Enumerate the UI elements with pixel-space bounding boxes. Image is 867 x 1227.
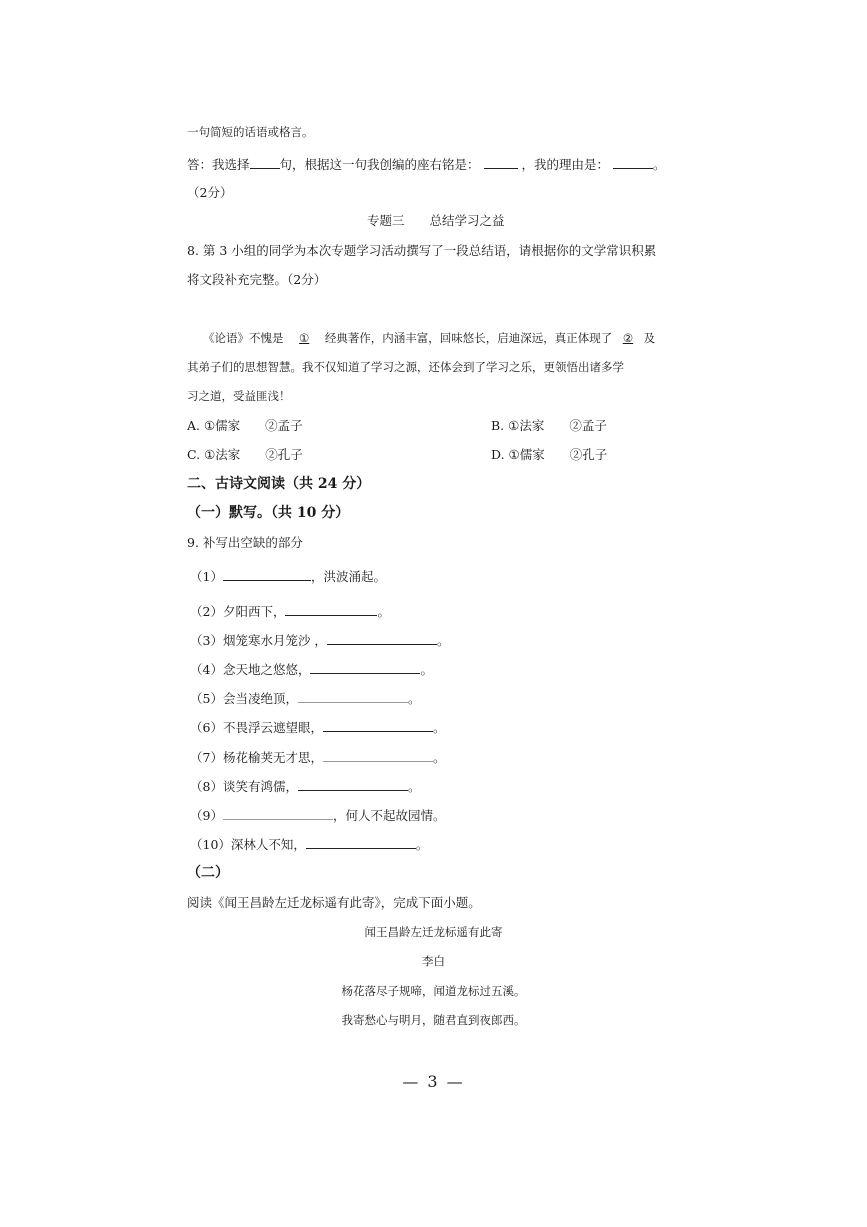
q9-blank-8[interactable] xyxy=(298,778,408,791)
q8-passage-line3: 习之道，受益匪浅！ xyxy=(187,389,291,403)
section2-sub1: （一）默写。（共 10 分） xyxy=(187,505,350,521)
q9-item-6: （6）不畏浮云遮望眼， 。 xyxy=(190,720,446,735)
q9-item-2: （2）夕阳西下， 。 xyxy=(190,604,390,619)
blank-mark-2[interactable]: ② xyxy=(622,331,634,345)
option-d[interactable]: D. ①儒家 ②孔子 xyxy=(491,447,608,462)
q8-prompt-line2: 将文段补充完整。（2分） xyxy=(187,272,327,287)
q7-intro-tail: 一句简短的话语或格言。 xyxy=(187,125,314,139)
q7-blank-sentence[interactable] xyxy=(250,156,280,169)
q9-blank-6[interactable] xyxy=(323,719,433,732)
q9-item-3: （3）烟笼寒水月笼沙 ， 。 xyxy=(190,633,450,648)
q9-blank-2[interactable] xyxy=(285,603,377,616)
q9-item-10: （10）深林人不知， 。 xyxy=(190,837,429,852)
passage-text-b: 经典著作，内涵丰富，回味悠长，启迪深远，真正体现了 xyxy=(324,331,613,345)
q9-item-5: （5）会当凌绝顶， 。 xyxy=(190,691,421,706)
passage-text-a: 《论语》不愧是 xyxy=(203,331,284,345)
q9-blank-1[interactable] xyxy=(223,568,311,581)
option-c[interactable]: C. ①法家 ②孔子 xyxy=(187,447,303,462)
q9-blank-5[interactable] xyxy=(298,690,408,703)
q9-blank-9[interactable] xyxy=(223,807,333,820)
read-prompt: 阅读《闻王昌龄左迁龙标遥有此寄》，完成下面小题。 xyxy=(187,895,481,910)
page-number: — 3 — xyxy=(402,1072,465,1091)
q8-prompt-line1: 8. 第 3 小组的同学为本次专题学习活动撰写了一段总结语，请根据你的文学常识积累 xyxy=(187,243,657,258)
q9-item-9: （9） ，何人不起故园情。 xyxy=(190,808,446,823)
q9-blank-10[interactable] xyxy=(306,836,416,849)
q7-answer-part2: 句，根据这一句我创编的座右铭是： xyxy=(279,157,480,172)
poem-line-2: 我寄愁心与明月，随君直到夜郎西。 xyxy=(341,1013,526,1027)
q7-answer-part3: ，我的理由是： xyxy=(521,157,610,172)
q9-blank-4[interactable] xyxy=(310,661,420,674)
passage-text-c: 及 xyxy=(643,331,656,345)
q8-passage-line2: 其弟子们的思想智慧。我不仅知道了学习之源，还体会到了学习之乐，更领悟出诸多学 xyxy=(187,360,624,374)
q9-item-7: （7）杨花榆荚无才思， 。 xyxy=(190,750,446,765)
q9-item-8: （8）谈笑有鸿儒， 。 xyxy=(190,779,421,794)
q9-blank-3[interactable] xyxy=(327,632,437,645)
poem-line-1: 杨花落尽子规啼，闻道龙标过五溪。 xyxy=(341,984,526,998)
q7-answer-end: 。 xyxy=(653,157,666,172)
section2-sub2: （二） xyxy=(187,865,229,881)
q9-blank-7[interactable] xyxy=(323,749,433,762)
q7-blank-reason[interactable] xyxy=(613,156,653,169)
poem-title: 闻王昌龄左迁龙标遥有此寄 xyxy=(364,925,503,939)
poem-author: 李白 xyxy=(422,954,445,968)
topic3-heading: 专题三 总结学习之益 xyxy=(367,213,505,228)
option-b[interactable]: B. ①法家 ②孟子 xyxy=(491,418,607,433)
blank-mark-1[interactable]: ① xyxy=(299,331,310,345)
q9-item-1: （1） ，洪波涌起。 xyxy=(190,569,386,584)
q9-prompt: 9. 补写出空缺的部分 xyxy=(187,535,303,550)
q7-score: （2分） xyxy=(187,185,233,200)
q7-blank-motto[interactable] xyxy=(484,156,518,169)
q9-item-4: （4）念天地之悠悠， 。 xyxy=(190,662,433,677)
q8-passage-line1 xyxy=(203,330,655,346)
section2-title: 二、古诗文阅读（共 24 分） xyxy=(187,476,371,492)
option-a[interactable]: A. ①儒家 ②孟子 xyxy=(187,418,303,433)
q7-answer-part1: 答：我选择 xyxy=(187,157,250,172)
q7-answer-line xyxy=(187,156,666,173)
